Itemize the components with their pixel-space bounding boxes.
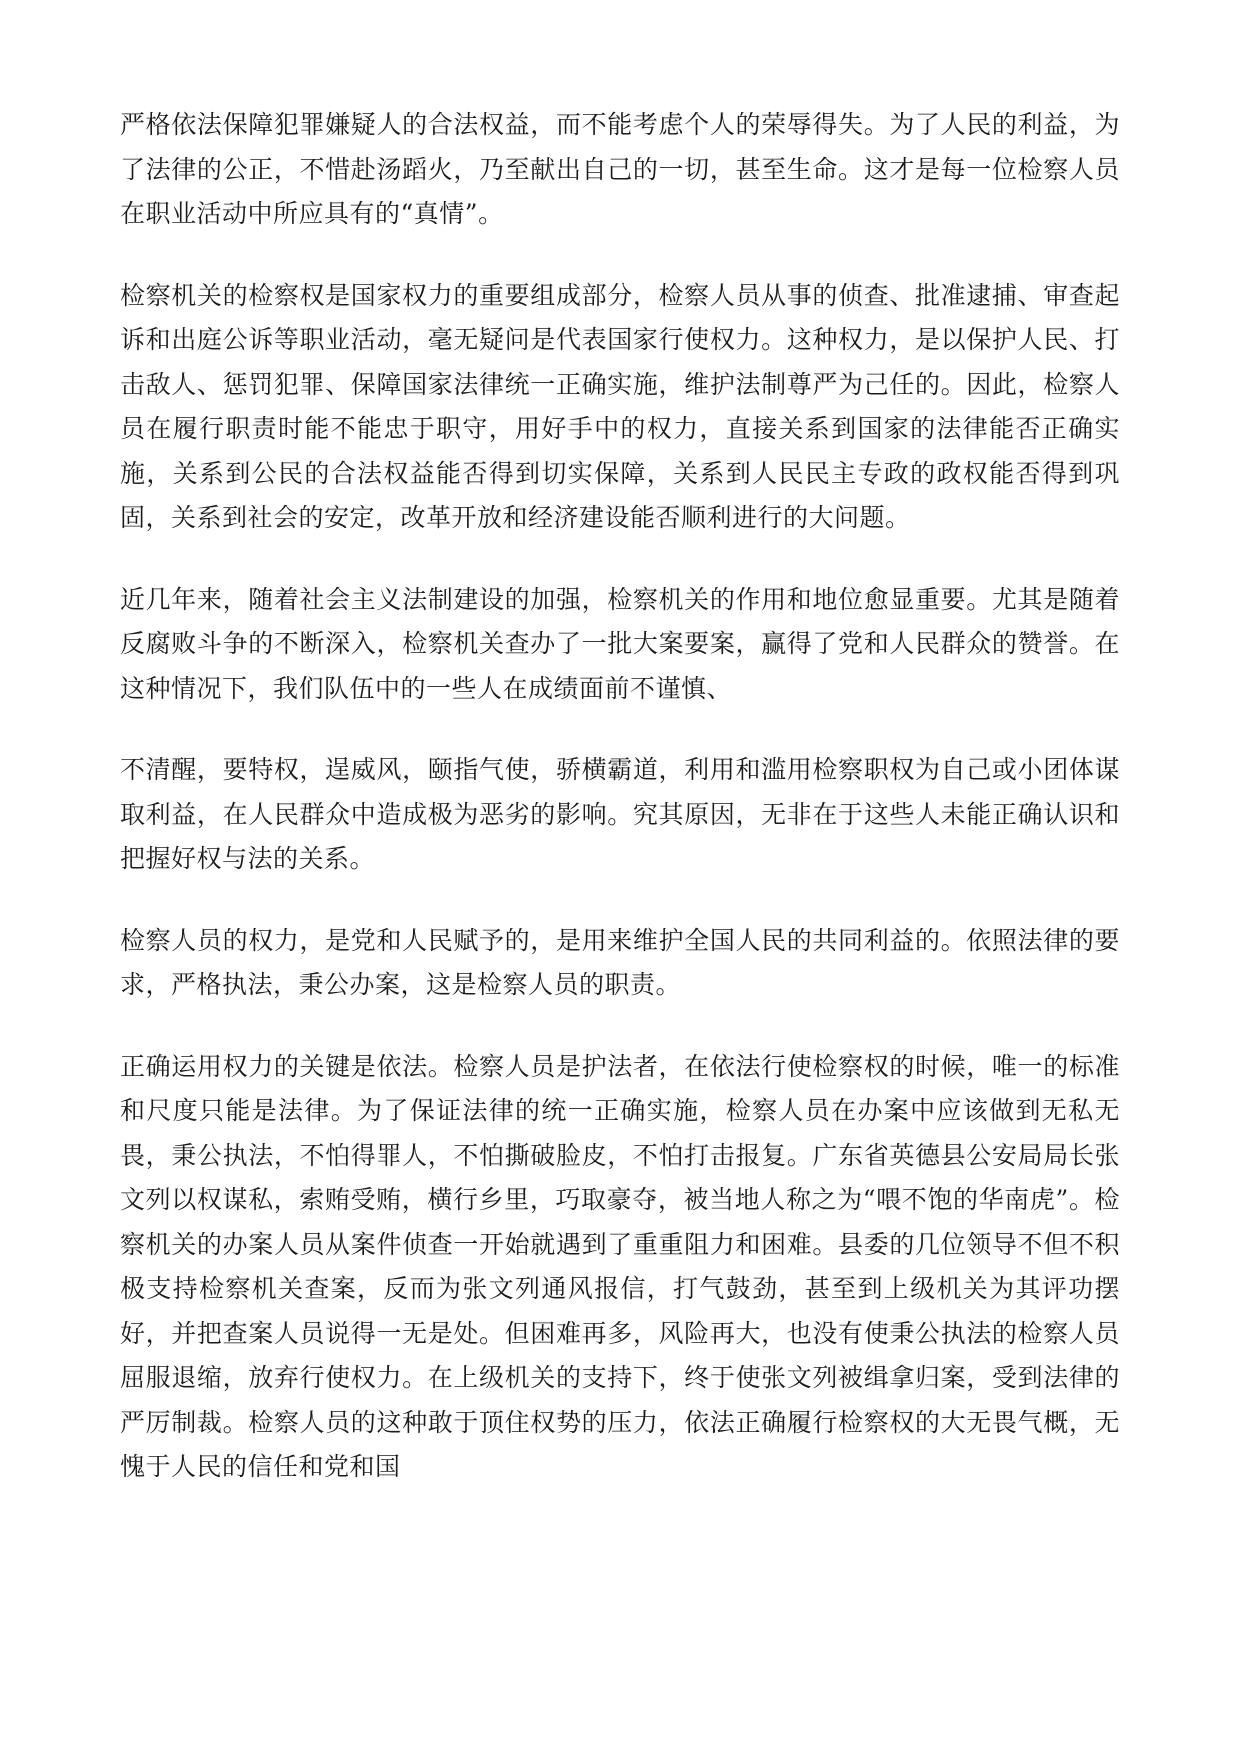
- paragraph-3: 近几年来，随着社会主义法制建设的加强，检察机关的作用和地位愈显重要。尤其是随着反腐败斗争的不断深入，检察机关查办了一批大案要案，赢得了党和人民群众的赞誉。在这种情况下，我们队伍中的一些人在成绩面前不谨慎、: [120, 584, 1120, 703]
- paragraph-1: 严格依法保障犯罪嫌疑人的合法权益，而不能考虑个人的荣辱得失。为了人民的利益，为了法律的公正，不惜赴汤蹈火，乃至献出自己的一切，甚至生命。这才是每一位检察人员在职业活动中所应具有的“真情”。: [120, 110, 1120, 228]
- paragraph-2: 检察机关的检察权是国家权力的重要组成部分，检察人员从事的侦查、批准逮捕、审查起诉和出庭公诉等职业活动，毫无疑问是代表国家行使权力。这种权力，是以保护人民、打击敌人、惩罚犯罪、保障国家法律统一正确实施，维护法制尊严为己任的。因此，检察人员在履行职责时能不能忠于职守，用好手中的权力，直接关系到国家的法律能否正确实施，关系到公民的合法权益能否得到切实保障，关系到人民民主专政的政权能否得到巩固，关系到社会的安定，改革开放和经济建设能否顺利进行的大问题。: [120, 280, 1120, 532]
- paragraph-6: 正确运用权力的关键是依法。检察人员是护法者，在依法行使检察权的时候，唯一的标准和尺度只能是法律。为了保证法律的统一正确实施，检察人员在办案中应该做到无私无畏，秉公执法，不怕得罪人，不怕撕破脸皮，不怕打击报复。广东省英德县公安局局长张文列以权谋私，索贿受贿，横行乡里，巧取豪夺，被当地人称之为“喂不饱的华南虎”。检察机关的办案人员从案件侦查一开始就遇到了重重阻力和困难。县委的几位领导不但不积极支持检察机关查案，反而为张文列通风报信，打气鼓劲，甚至到上级机关为其评功摆好，并把查案人员说得一无是处。但困难再多，风险再大，也没有使秉公执法的检察人员屈服退缩，放弃行使权力。在上级机关的支持下，终于使张文列被缉拿归案，受到法律的严厉制裁。检察人员的这种敢于顶住权势的压力，依法正确履行检察权的大无畏气概，无愧于人民的信任和党和国: [120, 1051, 1120, 1481]
- paragraph-5: 检察人员的权力，是党和人民赋予的，是用来维护全国人民的共同利益的。依照法律的要求，严格执法，秉公办案，这是检察人员的职责。: [120, 925, 1120, 999]
- document-body: [120, 103, 1120, 1527]
- paragraph-4: 不清醒，要特权，逞威风，颐指气使，骄横霸道，利用和滥用检察职权为自己或小团体谋取利益，在人民群众中造成极为恶劣的影响。究其原因，无非在于这些人未能正确认识和把握好权与法的关系。: [120, 755, 1120, 873]
